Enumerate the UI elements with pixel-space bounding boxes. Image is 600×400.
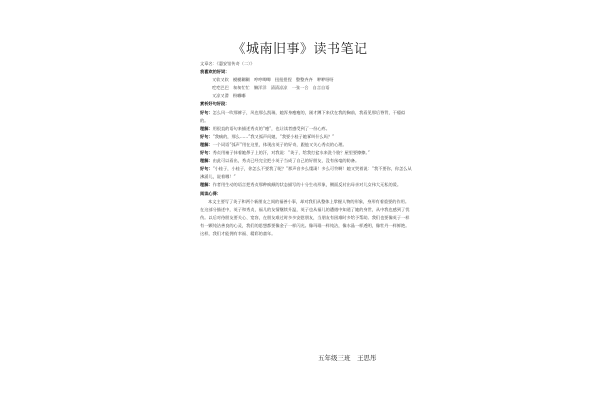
analysis-label: 好句： xyxy=(200,166,213,172)
good-word: 清清凉凉 xyxy=(270,85,288,91)
analysis-paragraph xyxy=(200,149,412,157)
analysis-text: 由此可以看出，秀贞已经完全把小英子当成了自己的好朋友，没有丝毫的防备。 xyxy=(212,158,360,164)
analysis-text: “我痛的，那么……”我又弧声问她，“我要小桂子她爹叫什么吗？” xyxy=(212,133,335,139)
good-word: 咿咿呀呀 xyxy=(316,77,334,83)
good-word: 又凉又滑 xyxy=(212,93,229,99)
chapter-name: 文章名：《惠安馆传奇（二）》 xyxy=(200,61,255,66)
analysis-label: 理解： xyxy=(200,125,213,131)
analysis-text: 一个词语“弧声”用在这里，体现出英子的好奇，跟他又关心秀贞的心理。 xyxy=(212,141,347,147)
analysis-paragraph xyxy=(200,109,412,125)
reflection-heading: 阅读心得： xyxy=(200,190,221,196)
good-word: 模模糊糊 xyxy=(232,77,250,83)
good-word: 粉嘟嘟 xyxy=(232,93,246,99)
signature: 五年级三班 王思彤 xyxy=(318,354,377,362)
reflection-text: 本文主要写了英子和两个新朋友之间的福善小事，却对我们从整体上掌握人物的形象，身形有着重要的作用。在这部分描述中，英子和秀贞，福儿的友情继续升温，英子也从福儿的遭遇中知道了她的身世，从中我也感到了忧伤。以后对待朋友要关心、宽容，在朋友难过时多多安慰朋友，当朋友有困难时多给予帮助。我们也要像英子一样有一颗纯洁善良的心灵，我们的思想都要像金子一样闪光。像玛瑙一样纯洁，像水晶一样透明，像牡丹一样鲜艳。这样，我们才能拥有幸福、精彩的童年。 xyxy=(200,198,410,236)
good-word: 又软又软 xyxy=(212,77,229,83)
analysis-paragraph xyxy=(200,181,412,189)
words-row xyxy=(200,92,412,100)
analysis-text: 作者用生动的语言把秀贞那种疯颠的状态描写的十分生动形象，侧面反衬出母亲对儿女伟大无私的爱。 xyxy=(212,182,402,188)
words-row xyxy=(200,76,412,84)
sentences-heading: 赏析好句好段： xyxy=(200,101,230,107)
analysis-paragraph xyxy=(200,125,412,133)
good-word: 自言自语 xyxy=(312,85,330,91)
good-word: 懒洋洋 xyxy=(253,85,267,91)
analysis-label: 理解： xyxy=(200,158,213,164)
analysis-paragraph xyxy=(200,157,412,165)
analysis-label: 理解： xyxy=(200,182,213,188)
analysis-paragraph xyxy=(200,133,412,141)
analysis-text: 怎么风一吹那裤子，风也那么凯瑞，她浑身瘦瘦的，刚才蹲下来伏在我的胸前，我看见那后脊背，干瘪似的。 xyxy=(200,109,406,123)
good-word: 整整齐齐 xyxy=(295,77,313,83)
sentence-analysis-list xyxy=(200,109,412,190)
analysis-paragraph xyxy=(200,141,412,149)
words-heading: 我喜欢的好词： xyxy=(200,69,230,75)
analysis-label: 好句： xyxy=(200,133,213,139)
good-word: 疙疙巴巴 xyxy=(212,85,229,91)
good-word: 扭扭捏捏 xyxy=(274,77,292,83)
analysis-text: 秀贞用袖子抹着她鼻子上的汗，对我说：“英子，给我打盆水来洗个脸？屋里要擦擦。” xyxy=(212,150,370,156)
notes-body xyxy=(200,60,412,238)
good-word: 哼哼唧唧 xyxy=(253,77,271,83)
words-row xyxy=(200,84,412,92)
analysis-label: 好句： xyxy=(200,109,213,115)
good-word: 一张一合 xyxy=(291,85,309,91)
good-word: 匆匆忙忙 xyxy=(232,85,250,91)
analysis-text: 用很直的语句来描述秀贞的“瘦”，也让读者感受到了一份心疼。 xyxy=(212,125,330,131)
analysis-label: 理解： xyxy=(200,141,213,147)
document-title: 《城南旧事》读书笔记 xyxy=(232,42,368,57)
analysis-text: “小桂子，小桂子，你怎么不要我了呢？”那声音多么悽凄！多么可怜啊！她又哭着说：“我不要你，你怎么从沸涌儿，说着哪！” xyxy=(200,166,412,180)
good-words-list xyxy=(200,76,412,100)
analysis-label: 好句： xyxy=(200,150,213,156)
analysis-paragraph xyxy=(200,165,412,181)
